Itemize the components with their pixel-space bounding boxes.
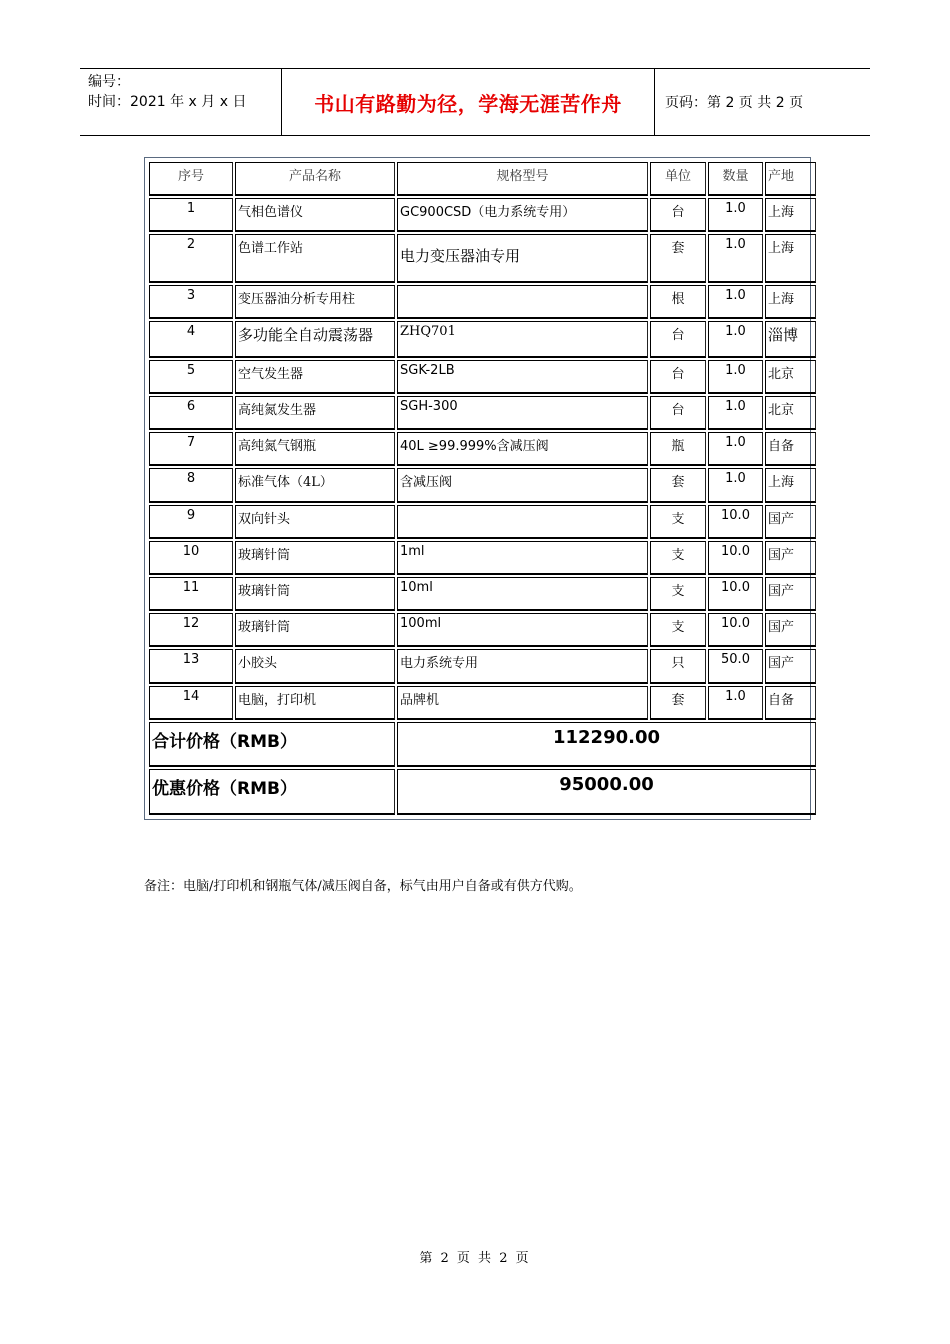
row-origin: 北京 <box>765 360 816 394</box>
row-no: 7 <box>149 432 233 466</box>
row-origin: 淄博 <box>765 321 816 358</box>
table-row <box>149 577 816 611</box>
row-origin: 国产 <box>765 541 816 575</box>
row-qty: 50.0 <box>708 649 763 683</box>
table-row <box>149 432 816 466</box>
row-name: 色谱工作站 <box>235 234 395 282</box>
table-row <box>149 649 816 683</box>
row-qty: 1.0 <box>708 285 763 319</box>
row-origin: 国产 <box>765 505 816 539</box>
row-unit: 支 <box>650 505 706 539</box>
row-qty: 1.0 <box>708 321 763 358</box>
row-no: 9 <box>149 505 233 539</box>
table-row <box>149 468 816 502</box>
row-origin: 自备 <box>765 686 816 720</box>
column-header-name: 产品名称 <box>235 162 395 196</box>
row-no: 8 <box>149 468 233 502</box>
row-origin: 国产 <box>765 577 816 611</box>
remarks-note: 备注：电脑/打印机和钢瓶气体/减压阀自备，标气由用户自备或有供方代购。 <box>144 879 582 894</box>
row-origin: 国产 <box>765 613 816 647</box>
row-origin: 国产 <box>765 649 816 683</box>
row-name: 空气发生器 <box>235 360 395 394</box>
row-qty: 1.0 <box>708 234 763 282</box>
row-qty: 1.0 <box>708 396 763 430</box>
quotation-table <box>144 157 811 820</box>
row-no: 12 <box>149 613 233 647</box>
table-row <box>149 613 816 647</box>
row-unit: 台 <box>650 198 706 232</box>
row-qty: 1.0 <box>708 468 763 502</box>
table-row <box>149 198 816 232</box>
row-name: 多功能全自动震荡器 <box>235 321 395 358</box>
row-unit: 根 <box>650 285 706 319</box>
row-qty: 1.0 <box>708 198 763 232</box>
row-spec: SGK-2LB <box>397 360 648 394</box>
row-spec: 10ml <box>397 577 648 611</box>
row-spec: GC900CSD（电力系统专用） <box>397 198 648 232</box>
row-spec: 品牌机 <box>397 686 648 720</box>
row-origin: 上海 <box>765 285 816 319</box>
row-no: 2 <box>149 234 233 282</box>
table-row <box>149 360 816 394</box>
row-no: 1 <box>149 198 233 232</box>
row-no: 10 <box>149 541 233 575</box>
header-motto-cell <box>282 69 655 135</box>
row-spec <box>397 285 648 319</box>
row-spec <box>397 505 648 539</box>
row-no: 5 <box>149 360 233 394</box>
row-no: 4 <box>149 321 233 358</box>
row-spec: 1ml <box>397 541 648 575</box>
row-name: 玻璃针筒 <box>235 613 395 647</box>
discount-row <box>149 769 816 815</box>
page-footer: 第 2 页 共 2 页 <box>419 1251 531 1266</box>
column-header-qty: 数量 <box>708 162 763 196</box>
discount-price-value: 95000.00 <box>397 769 816 815</box>
row-spec: 含减压阀 <box>397 468 648 502</box>
row-qty: 1.0 <box>708 686 763 720</box>
row-spec: 100ml <box>397 613 648 647</box>
column-header-unit: 单位 <box>650 162 706 196</box>
table-row <box>149 285 816 319</box>
row-qty: 1.0 <box>708 360 763 394</box>
row-origin: 上海 <box>765 234 816 282</box>
header-page-info: 页码：第 2 页 共 2 页 <box>665 95 804 111</box>
row-spec: 电力变压器油专用 <box>397 234 648 282</box>
document-number-label: 编号： <box>88 74 130 90</box>
row-name: 小胶头 <box>235 649 395 683</box>
document-date: 时间：2021 年 x 月 x 日 <box>88 94 247 110</box>
row-name: 标准气体（4L） <box>235 468 395 502</box>
row-spec: ZHQ701 <box>397 321 648 358</box>
column-header-spec: 规格型号 <box>397 162 648 196</box>
table-header-row <box>149 162 816 196</box>
row-name: 玻璃针筒 <box>235 577 395 611</box>
total-price-value: 112290.00 <box>397 722 816 768</box>
row-qty: 10.0 <box>708 505 763 539</box>
row-no: 11 <box>149 577 233 611</box>
row-unit: 套 <box>650 686 706 720</box>
row-name: 高纯氮发生器 <box>235 396 395 430</box>
column-header-no: 序号 <box>149 162 233 196</box>
table-row <box>149 396 816 430</box>
row-origin: 上海 <box>765 468 816 502</box>
row-unit: 套 <box>650 468 706 502</box>
row-no: 14 <box>149 686 233 720</box>
row-no: 3 <box>149 285 233 319</box>
total-row <box>149 722 816 768</box>
row-unit: 套 <box>650 234 706 282</box>
row-name: 变压器油分析专用柱 <box>235 285 395 319</box>
row-name: 玻璃针筒 <box>235 541 395 575</box>
row-origin: 上海 <box>765 198 816 232</box>
row-unit: 台 <box>650 321 706 358</box>
table-row <box>149 234 816 282</box>
row-spec: 40L ≥99.999%含减压阀 <box>397 432 648 466</box>
row-name: 气相色谱仪 <box>235 198 395 232</box>
page-header <box>80 68 870 136</box>
column-header-origin: 产地 <box>765 162 816 196</box>
row-spec: 电力系统专用 <box>397 649 648 683</box>
row-origin: 自备 <box>765 432 816 466</box>
row-no: 6 <box>149 396 233 430</box>
row-name: 双向针头 <box>235 505 395 539</box>
row-qty: 10.0 <box>708 541 763 575</box>
discount-price-label: 优惠价格（RMB） <box>149 769 395 815</box>
row-origin: 北京 <box>765 396 816 430</box>
row-unit: 只 <box>650 649 706 683</box>
table-row <box>149 541 816 575</box>
row-spec: SGH-300 <box>397 396 648 430</box>
table-row <box>149 505 816 539</box>
row-unit: 支 <box>650 613 706 647</box>
row-unit: 支 <box>650 541 706 575</box>
row-name: 电脑，打印机 <box>235 686 395 720</box>
row-qty: 10.0 <box>708 613 763 647</box>
table-row <box>149 686 816 720</box>
row-unit: 瓶 <box>650 432 706 466</box>
row-unit: 台 <box>650 360 706 394</box>
row-no: 13 <box>149 649 233 683</box>
header-motto: 书山有路勤为径，学海无涯苦作舟 <box>314 91 622 116</box>
row-unit: 台 <box>650 396 706 430</box>
row-qty: 1.0 <box>708 432 763 466</box>
row-name: 高纯氮气钢瓶 <box>235 432 395 466</box>
total-price-label: 合计价格（RMB） <box>149 722 395 768</box>
table-row <box>149 321 816 358</box>
header-meta <box>80 69 282 135</box>
row-qty: 10.0 <box>708 577 763 611</box>
row-unit: 支 <box>650 577 706 611</box>
